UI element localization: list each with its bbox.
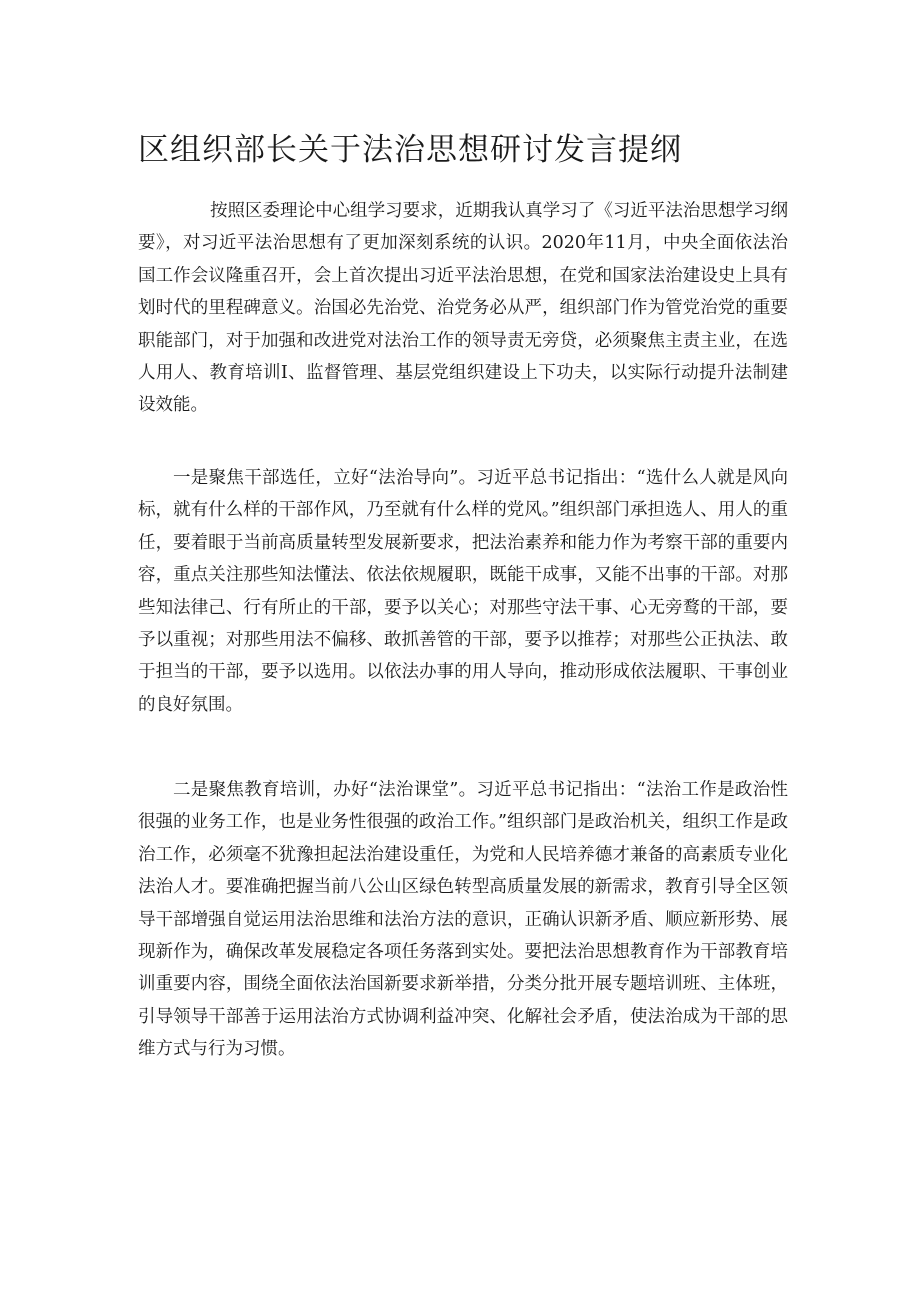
paragraph-cadre-selection: 一是聚焦干部选任，立好“法治导向”。习近平总书记指出：“选什么人就是风向标，就有什么样的干部作风，乃至就有什么样的党风。”组织部门承担选人、用人的重任，要着眼于当前高质量转型发展新要求，把法治素养和能力作为考察干部的重要内容，重点关注那些知法懂法、依法依规履职，既能干成事，又能不出事的干部。对那些知法律己、行有所止的干部，要予以关心；对那些守法干事、心无旁鹜的干部，要予以重视；对那些用法不偏移、敢抓善管的干部，要予以推荐；对那些公正执法、敢于担当的干部，要予以选用。以依法办事的用人导向，推动形成依法履职、干事创业的良好氛围。 xyxy=(138,468,788,715)
paragraph-education-training: 二是聚焦教育培训，办好“法治课堂”。习近平总书记指出：“法治工作是政治性很强的业务工作，也是业务性很强的政治工作。”组织部门是政治机关，组织工作是政治工作，必须毫不犹豫担起法治建设重任，为党和人民培养德才兼备的高素质专业化法治人才。要准确把握当前八公山区绿色转型高质量发展的新需求，教育引导全区领导干部增强自觉运用法治思维和法治方法的意识，正确认识新矛盾、顺应新形势、展现新作为，确保改革发展稳定各项任务落到实处。要把法治思想教育作为干部教育培训重要内容，围绕全面依法治国新要求新举措，分类分批开展专题培训班、主体班，引导领导干部善于运用法治方式协调利益冲突、化解社会矛盾，使法治成为干部的思维方式与行为习惯。 xyxy=(138,780,788,1060)
document-title: 区组织部长关于法治思想研讨发言提纲 xyxy=(138,132,682,168)
paragraph-intro: 按照区委理论中心组学习要求，近期我认真学习了《习近平法治思想学习纲要》，对习近平法治思想有了更加深刻系统的认识。2020年11月，中央全面依法治国工作会议隆重召开，会上首次提出习近平法治思想，在党和国家法治建设史上具有划时代的里程碑意义。治国必先治党、治党务必从严，组织部门作为管党治党的重要职能部门，对于加强和改进党对法治工作的领导责无旁贷，必须聚焦主责主业，在选人用人、教育培训I、监督管理、基层党组织建设上下功夫，以实际行动提升法制建设效能。 xyxy=(138,201,788,416)
